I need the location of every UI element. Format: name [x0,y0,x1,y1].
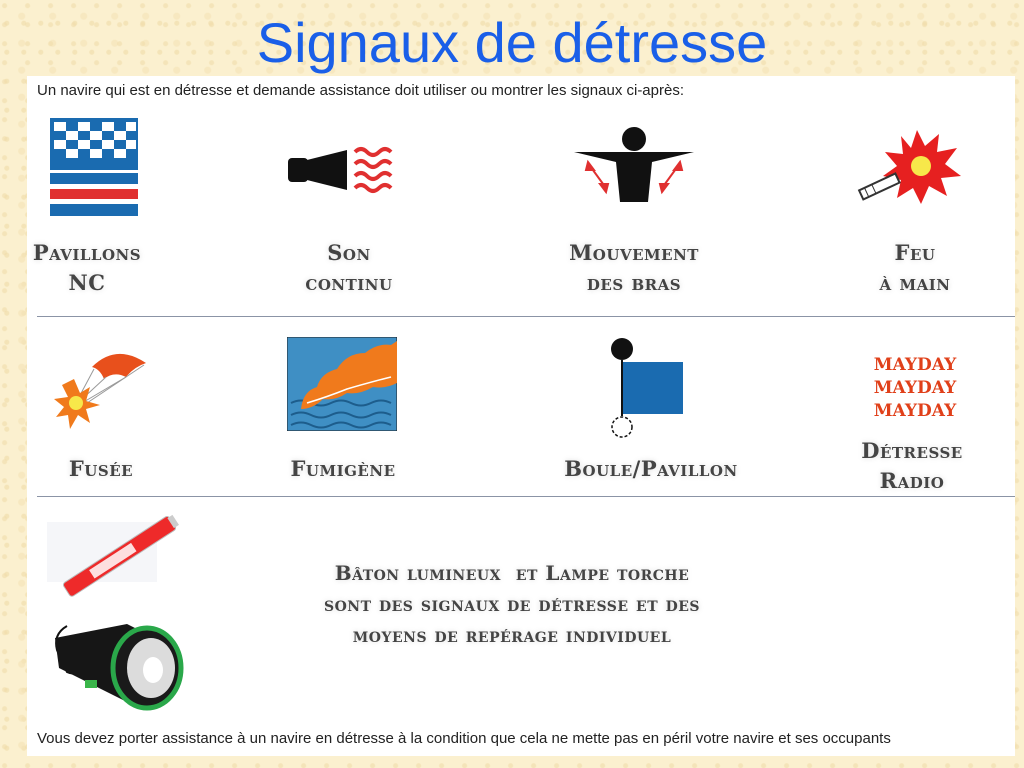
divider [37,496,1015,497]
lightstick-icon [47,508,187,600]
label-line1: Détresse [861,438,963,463]
label-line1: Son [327,240,371,265]
label-line2: des bras [586,270,682,295]
label-line1: Boule/Pavillon [564,456,738,481]
caption-line3: moyens de repérage individuel [352,623,672,647]
label-mouvement-bras [514,238,754,298]
label-line1: Pavillons [32,240,142,265]
mayday-text [840,354,990,423]
label-pavillons-nc [0,238,207,298]
caption-line2: sont des signaux de détresse et des [323,592,700,616]
label-fumigene [223,454,463,484]
ball-flag-icon [609,338,689,438]
flashlight-icon [47,612,187,712]
label-fusee [0,454,221,484]
label-son-continu [229,238,469,298]
label-line2: Radio [879,468,945,493]
label-line1: Mouvement [569,240,699,265]
parachute-rocket-icon [54,349,149,435]
label-feu-main [795,238,1024,298]
label-detresse-radio [792,436,1024,496]
label-line1: Feu [894,240,936,265]
label-line1: Fusée [68,456,134,481]
horn-icon [285,142,400,198]
mayday-line: MAYDAY [873,378,957,398]
page-title: Signaux de détresse [256,11,768,74]
label-line2: à main [879,270,951,295]
label-line1: Fumigène [290,456,396,481]
footer-text: Vous devez porter assistance à un navire en détresse à la condition que cela ne mette pas en péril votre navire et ses occupants [37,730,891,747]
label-boule-pavillon [531,454,771,484]
mayday-line: MAYDAY [873,355,957,375]
mayday-line: MAYDAY [873,401,957,421]
content-panel [27,76,1015,756]
label-line2: NC [68,270,106,295]
hand-flare-icon [857,124,967,208]
nc-flags-icon [50,118,138,218]
bottom-caption [227,558,797,651]
caption-line1: Bâton lumineux et Lampe torche [334,561,690,585]
arms-movement-icon [572,126,697,206]
smoke-signal-icon [287,337,397,431]
label-line2: continu [305,270,393,295]
divider [37,316,1015,317]
intro-text: Un navire qui est en détresse et demande assistance doit utiliser ou montrer les signaux ci-après: [37,82,684,99]
